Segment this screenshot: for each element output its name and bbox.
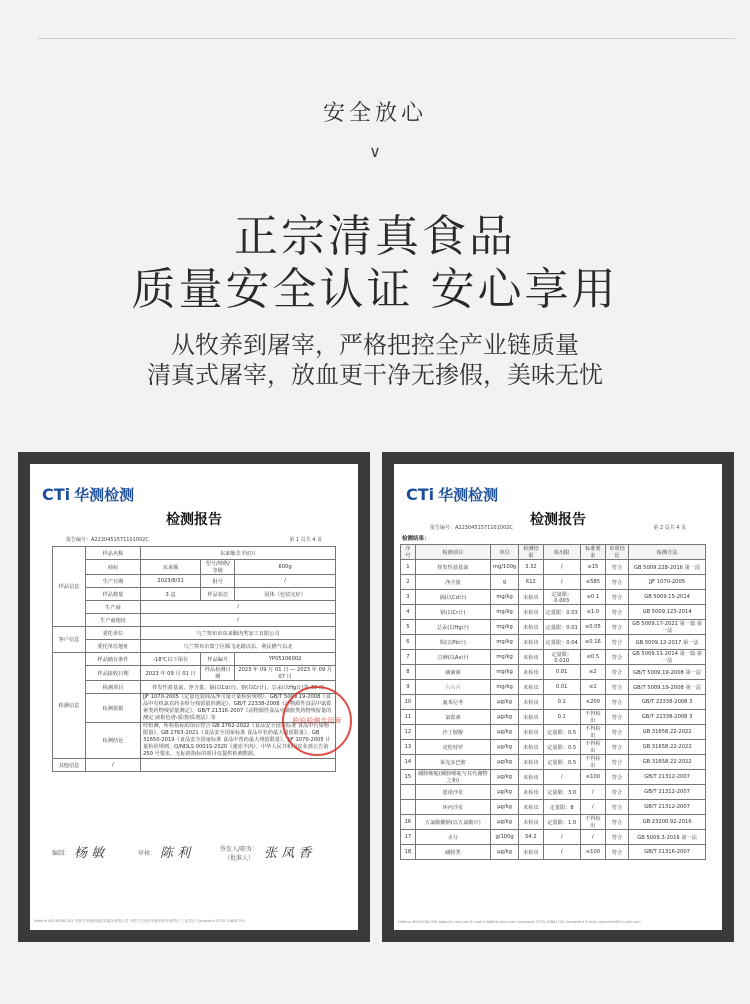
table-cell: 13 [401,740,416,755]
table-cell: 未检出 [519,740,543,755]
table-cell: 符合 [605,680,628,695]
table-cell: 定量限：0.03 [543,605,580,620]
table-cell: mg/kg [490,650,518,665]
column-header: 单项结论 [605,545,628,560]
table-row [401,590,706,605]
table-cell: 未检出 [519,665,543,680]
table-cell: 未检出 [519,815,543,830]
table-cell: GB 5009.12-2017 第一法 [629,635,706,650]
compiler-label: 编制： [52,850,71,857]
table-cell: GB/T 21312-2007 [629,800,706,815]
table-cell: 沙丁胺醇 [415,725,490,740]
table-cell: 符合 [605,755,628,770]
table-cell: GB/T 5009.19-2008 第一法 [629,665,706,680]
table-cell: ≤100 [580,845,605,860]
table-cell: 符合 [605,740,628,755]
table-row [401,665,706,680]
issuer-label: 签发人/职务： [220,846,259,853]
page-number: 第 1 页共 4 页 [289,537,322,543]
table-row [401,740,706,755]
field-value: 2023 年 09 月 01 日 [141,666,201,681]
table-cell: 未检出 [519,710,543,725]
table-cell: 18 [401,845,416,860]
column-header: 检测方法 [629,545,706,560]
table-cell: 克伦特罗 [415,740,490,755]
table-row [401,785,706,800]
field-label: 样品检测日期 [201,666,235,681]
table-cell: mg/kg [490,665,518,680]
report-page-1-frame [18,452,370,942]
table-cell: ≤15 [580,560,605,575]
inspection-stamp: 检验检测专用章 [282,686,352,756]
table-cell: 未检出 [519,845,543,860]
table-cell: 符合 [605,695,628,710]
table-cell: 符合 [605,665,628,680]
table-cell: 环丙沙星 [415,800,490,815]
table-cell: 9 [401,680,416,695]
table-cell [401,785,416,800]
table-cell: GB/T 21312-2007 [629,770,706,785]
table-cell: μg/kg [490,845,518,860]
table-cell: GB 5009.17-2021 第一篇 第一法 [629,620,706,635]
table-cell: / [543,830,580,845]
table-cell: GB 31658.22-2022 [629,740,706,755]
table-cell: 8 [401,665,416,680]
table-cell: GB 23200.92-2016 [629,815,706,830]
field-value: -18℃以下保存 [141,653,201,666]
report-number: 报告编号：A2230451571101002C [66,537,149,543]
table-row [401,845,706,860]
table-cell: μg/kg [490,740,518,755]
table-cell: GB/T 22338-2008 3 [629,710,706,725]
table-row [401,695,706,710]
table-cell: mg/kg [490,635,518,650]
cti-logo [406,484,498,505]
table-row [53,666,336,681]
field-value: 600g [235,560,336,575]
column-header: 检测项目 [415,545,490,560]
table-cell: 总砷(以As计) [415,650,490,665]
subtitle-line1: 从牧养到屠宰，严格把控全产业链质量 [171,331,579,359]
table-cell: / [580,800,605,815]
table-cell: 符合 [605,725,628,740]
table-cell: 六六六 [415,680,490,695]
table-cell: 612 [519,575,543,590]
table-cell: 符合 [605,710,628,725]
table-row [53,614,336,627]
field-label: 检测依据 [86,694,141,723]
table-cell: 总汞(以Hg计) [415,620,490,635]
table-cell: 3 [401,590,416,605]
table-cell: 氯霉素 [415,710,490,725]
table-cell: 未检出 [519,785,543,800]
field-label: 商标 [86,560,141,575]
table-row [401,680,706,695]
table-cell: GB 5009.11-2014 第一篇 第一法 [629,650,706,665]
field-label: 检测项目 [86,681,141,694]
table-cell: 磺胺类 [415,845,490,860]
table-cell: ≤0.16 [580,635,605,650]
table-cell: 定量限：0.010 [543,650,580,665]
table-row [401,605,706,620]
table-row [401,620,706,635]
field-label: 样品名称 [86,547,141,560]
table-cell: ≥585 [580,575,605,590]
table-cell: 定量限：0.5 [543,725,580,740]
table-cell: 莱克多巴胺 [415,755,490,770]
table-cell: GB 31658.22-2022 [629,725,706,740]
table-row [401,635,706,650]
field-value: 乌兰察布市东来顺肉类加工有限公司 [141,627,336,640]
table-cell: 17 [401,830,416,845]
table-cell: g [490,575,518,590]
field-label: / [86,759,141,772]
table-row [53,653,336,666]
table-cell: 15 [401,770,416,785]
reviewer-signature: 陈 利 [160,846,191,861]
table-cell: / [580,785,605,800]
table-cell: 磺胺嘧啶(磺胺嘧啶与其代谢物之和) [415,770,490,785]
header-row [401,545,706,560]
field-label: 生产商地址 [86,614,141,627]
table-row [401,575,706,590]
table-cell: μg/kg [490,770,518,785]
table-cell: 未检出 [519,695,543,710]
table-cell: 不得检出 [580,710,605,725]
table-cell: 未检出 [519,605,543,620]
report-title: 检测报告 [166,512,222,528]
field-label: 委托单位 [86,627,141,640]
table-cell: 14 [401,755,416,770]
report-footer: Hotline 400-6788-333 内蒙古华测检测技术服务有限公司 内蒙古自治区呼和浩特市赛罕区 工业园区 Complaint 0755-33681700 [34,919,245,923]
table-cell: μg/kg [490,725,518,740]
table-cell: 符合 [605,650,628,665]
field-label: 样品数量 [86,588,141,601]
table-cell: GB 5009.228-2016 第一法 [629,560,706,575]
table-cell: 未检出 [519,635,543,650]
field-value: 挥发性盐基氮、净含量、镉(以Cd计)、铬(以Cr计)、总汞(以Hg计)等 40 项 [141,681,336,694]
table-cell: 11 [401,710,416,725]
table-row [401,815,706,830]
table-cell: 3.32 [519,560,543,575]
main-title-line2: 质量安全认证 安心享用 [131,264,619,315]
table-cell: 铬(以Cr计) [415,605,490,620]
report-page-1 [30,464,358,930]
table-cell: 未检出 [519,650,543,665]
table-cell: GB/T 21312-2007 [629,785,706,800]
reviewer-label: 审核： [138,850,157,857]
table-row [401,560,706,575]
field-value: 3 盒 [141,588,201,601]
table-cell: ≤1.0 [580,605,605,620]
logo-cn: 华测检测 [74,486,135,504]
table-cell: 未检出 [519,620,543,635]
table-row [401,650,706,665]
table-row [53,601,336,614]
table-row [53,627,336,640]
column-header: 检出限 [543,545,580,560]
table-cell: 符合 [605,815,628,830]
table-cell: 0.1 [543,695,580,710]
report-page-2-frame [382,452,734,942]
table-cell: / [543,845,580,860]
field-label: 样品编号 [201,653,235,666]
logo-en: CTi [42,485,71,504]
logo-cn: 华测检测 [438,486,499,504]
table-cell: mg/kg [490,590,518,605]
table-cell: g/100g [490,830,518,845]
column-header: 检测结果 [519,545,543,560]
table-row [53,547,336,560]
table-cell: μg/kg [490,800,518,815]
table-cell: 符合 [605,605,628,620]
table-cell: 符合 [605,800,628,815]
table-cell: 5 [401,620,416,635]
table-cell: μg/kg [490,755,518,770]
subtitle-line2: 清真式屠宰，放血更干净无掺假，美味无忧 [147,361,603,389]
field-label: 委托单位地址 [86,640,141,653]
compiler-signature: 杨 敏 [74,846,105,861]
table-cell: mg/100g [490,560,518,575]
issuer-signature: 张 凤 香 [264,846,312,861]
table-cell: 氟苯尼考 [415,695,490,710]
table-cell: 定量限：0.5 [543,740,580,755]
table-cell: 7 [401,650,416,665]
table-cell: 符合 [605,620,628,635]
table-cell: 恩诺沙星 [415,785,490,800]
table-cell: 定量限：0.01 [543,620,580,635]
table-cell [401,800,416,815]
field-label: 样品接收日期 [86,666,141,681]
table-cell: 符合 [605,830,628,845]
table-cell: ≤0.1 [580,590,605,605]
table-cell: 4 [401,605,416,620]
results-label: 检测结果： [402,536,430,542]
table-cell: 未检出 [519,590,543,605]
field-value: / [141,601,336,614]
table-cell: 54.2 [519,830,543,845]
table-cell: 符合 [605,845,628,860]
table-row [401,725,706,740]
table-cell: GB/T 22338-2008 3 [629,695,706,710]
field-value: 东来顺羔羊切片 [141,547,336,560]
table-cell: 符合 [605,785,628,800]
table-row [401,770,706,785]
column-header: 单位 [490,545,518,560]
table-cell: ≤100 [580,770,605,785]
table-cell: / [543,560,580,575]
table-cell: 定量限：3.0 [543,785,580,800]
column-header: 标准要求 [580,545,605,560]
table-cell: 符合 [605,590,628,605]
table-cell: 不得检出 [580,815,605,830]
table-cell: μg/kg [490,815,518,830]
table-cell: μg/kg [490,785,518,800]
table-cell: 12 [401,725,416,740]
table-cell: 未检出 [519,770,543,785]
column-header: 序号 [401,545,416,560]
main-title-line1: 正宗清真食品 [234,211,516,262]
chevron-down-icon: ∨ [369,142,381,161]
table-cell: GB 5009.3-2016 第一法 [629,830,706,845]
table-cell: 符合 [605,770,628,785]
page-number: 第 2 页共 4 页 [653,525,686,531]
table-cell: 未检出 [519,725,543,740]
results-table [400,544,706,860]
field-value: / [235,575,336,588]
table-row [401,800,706,815]
report-title: 检测报告 [530,512,586,528]
table-cell: 不得检出 [580,725,605,740]
field-value: 2023/8/31 [141,575,201,588]
field-value: 经检测，所检指标的项目符合 GB 2762-2022《食品安全国家标准 食品中污染物限量》、GB 2763-2021《食品安全国家标准 食品中农药最大残留限量》、GB 31650-2019《食品安全国家标准 食品中兽药最大残留限量》、JJF 1070-2005 计量检验规则、Q/NDLS 0001S-2020《速冻羊肉》、中华人民共和国农业部公告第 250 号要求。无标准指标的项目仅提供检测数据。 [141,723,336,759]
report-number: 报告编号：A2230451571101002C [430,525,513,531]
table-row [53,560,336,575]
table-cell: ≤0.05 [580,620,605,635]
table-cell: 不得检出 [580,755,605,770]
logo-en: CTi [406,485,435,504]
table-cell: GB/T 5009.19-2008 第一法 [629,680,706,695]
table-row [53,681,336,694]
table-row [401,710,706,725]
table-cell: 0.01 [543,665,580,680]
group-cell: 其他信息 [53,759,86,772]
table-cell: JJF 1070-2005 [629,575,706,590]
table-cell: GB 5009.123-2014 [629,605,706,620]
table-cell: 镉(以Cd计) [415,590,490,605]
table-cell: mg/kg [490,620,518,635]
table-cell: 定量限：0.5 [543,755,580,770]
table-cell: GB 5009.15-2014 [629,590,706,605]
table-row [401,830,706,845]
field-value: YP05106002 [235,653,336,666]
table-cell: 未检出 [519,800,543,815]
field-label: 型号/规格/等级 [201,560,235,575]
table-cell: GB 31658.22-2022 [629,755,706,770]
table-row [53,640,336,653]
table-cell: 五氯酚酸钠(以五氯酚计) [415,815,490,830]
table-cell: 定量限：8 [543,800,580,815]
section-heading: 安全放心 [322,101,427,126]
table-cell: 未检出 [519,755,543,770]
table-cell: 铅(以Pb计) [415,635,490,650]
field-label: 批号 [201,575,235,588]
field-label: 检测结论 [86,723,141,759]
table-cell: / [543,575,580,590]
table-cell: / [580,830,605,845]
table-cell: GB/T 21316-2007 [629,845,706,860]
field-value: / [141,614,336,627]
table-cell: 10 [401,695,416,710]
report-page-2 [394,464,722,930]
field-value: 乌兰察布市集宁区腾飞北路以东、利民燃气以北 [141,640,336,653]
table-cell: ≤2 [580,665,605,680]
table-cell: 1 [401,560,416,575]
table-cell: 2 [401,575,416,590]
table-cell: μg/kg [490,695,518,710]
field-value: 2023 年 09 月 01 日 — 2023 年 09 月 07 日 [235,666,336,681]
table-cell: ≤0.5 [580,650,605,665]
table-cell: 定量限：0.003 [543,590,580,605]
table-cell: 6 [401,635,416,650]
field-label: 生产日期 [86,575,141,588]
table-row [53,575,336,588]
table-cell: 0.1 [543,710,580,725]
cti-logo [42,484,134,505]
field-label: 生产商 [86,601,141,614]
report-footer: Hotline 400-6788-333 www.cti-cert.com E-mail info@cti-cert.com Complaint 0755-33681700 Complaint E-mail complaint@cti-cert.com [398,920,641,924]
table-cell: 滴滴涕 [415,665,490,680]
table-cell: 符合 [605,635,628,650]
top-divider [38,38,735,39]
table-row [53,588,336,601]
group-cell: 样品信息 [53,547,86,627]
table-cell: 不得检出 [580,740,605,755]
field-label: 样品状态 [201,588,235,601]
table-row [401,755,706,770]
table-cell: 符合 [605,560,628,575]
group-cell: 客户信息 [53,627,86,653]
table-cell: μg/kg [490,710,518,725]
table-cell: 16 [401,815,416,830]
approver-label: （批准人） [224,855,255,862]
field-value: 固体（包装完好） [235,588,336,601]
table-cell: 挥发性盐基氮 [415,560,490,575]
field-label: 样品储存条件 [86,653,141,666]
table-cell: ≤200 [580,695,605,710]
field-value: JJF 1070-2005《定量包装商品净含量计量检验规则》、GB/T 5009.19-2008《食品中有机氯农药多组分残留量的测定》、GB/T 22338-2008《动物源性食品中氯霉素类药物残留量测定》、GB/T 21316-2007《动物源性食品中磺胺类药物残留量的测定 液相色谱-质谱/质谱法》等 [141,694,336,723]
table-cell: 水分 [415,830,490,845]
table-cell: 净含量 [415,575,490,590]
table-cell: 定量限：1.0 [543,815,580,830]
table-cell: 定量限：0.04 [543,635,580,650]
group-cell: 检测信息 [53,653,86,759]
table-cell: mg/kg [490,680,518,695]
field-value [141,759,336,772]
table-cell: 0.01 [543,680,580,695]
field-value: 东来顺 [141,560,201,575]
table-cell: 未检出 [519,680,543,695]
table-cell: / [543,770,580,785]
table-cell: 符合 [605,575,628,590]
table-row [53,759,336,772]
table-cell: ≤1 [580,680,605,695]
table-cell: mg/kg [490,605,518,620]
